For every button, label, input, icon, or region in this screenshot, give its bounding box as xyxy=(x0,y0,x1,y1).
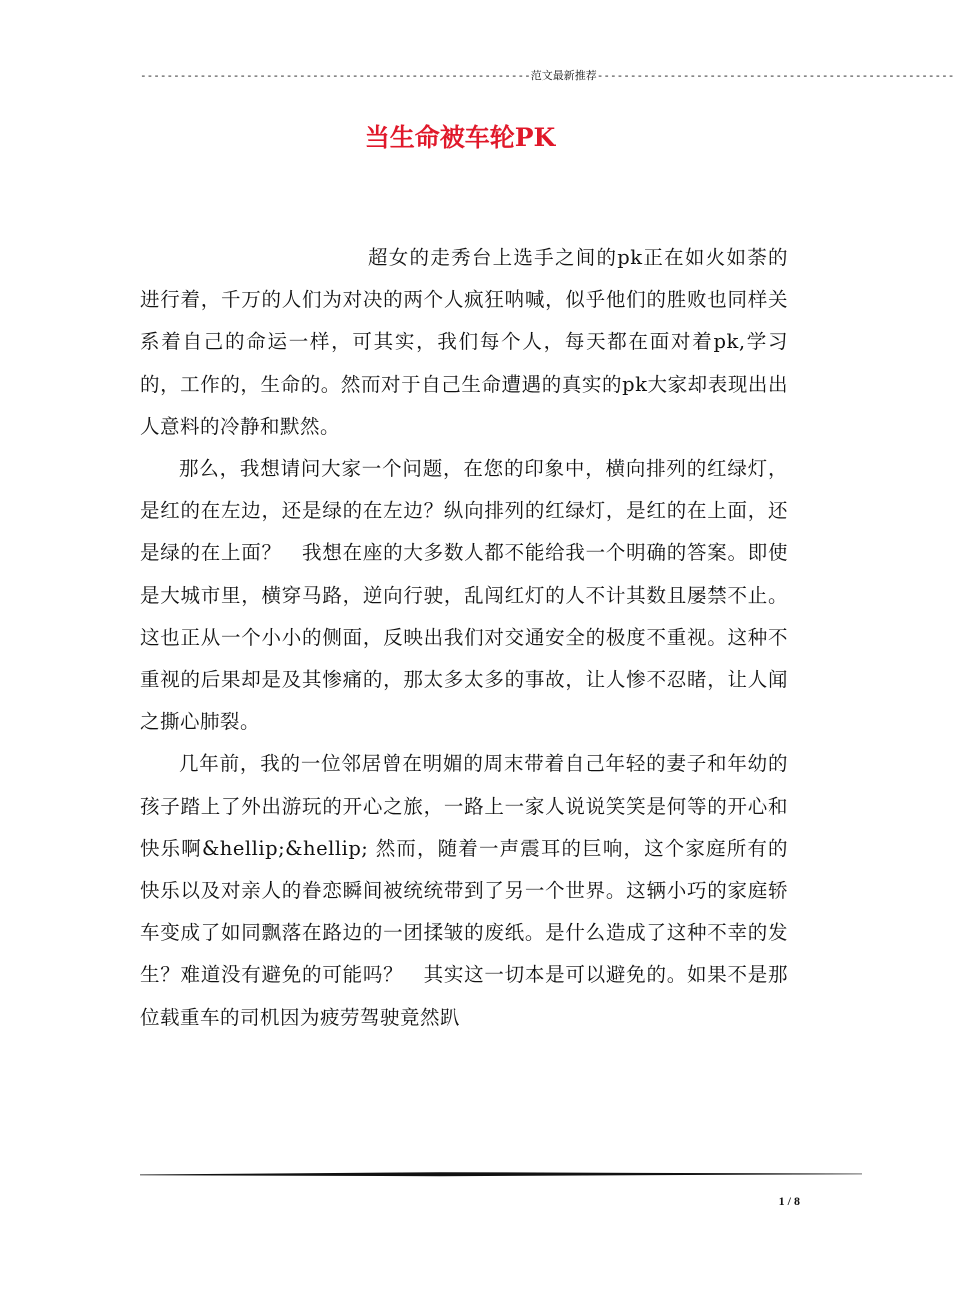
page-header: -----------------------------------------------------------范文最新推荐------------------------------------------------------ xyxy=(140,69,954,82)
document-body xyxy=(140,237,788,1039)
paragraph-2: 那么，我想请问大家一个问题，在您的印象中，横向排列的红绿灯，是红的在左边，还是绿的在左边？纵向排列的红绿灯，是红的在上面，还是绿的在上面？ 我想在座的大多数人都不能给我一个明确的答案。即使是大城市里，横穿马路，逆向行驶，乱闯红灯的人不计其数且屡禁不止。这也正从一个小小的侧面，反映出我们对交通安全的极度不重视。这种不重视的后果却是及其惨痛的，那太多太多的事故，让人惨不忍睹，让人闻之撕心肺裂。 xyxy=(140,457,788,734)
footer-divider xyxy=(140,1171,862,1177)
paragraph-1: 超女的走秀台上选手之间的pk正在如火如荼的进行着，千万的人们为对决的两个人疯狂呐喊，似乎他们的胜败也同样关系着自己的命运一样，可其实，我们每个人，每天都在面对着pk,学习的，工作的，生命的。然而对于自己生命遭遇的真实的pk大家却表现出出人意料的冷静和默然。 xyxy=(140,246,788,438)
page-number: 1 / 8 xyxy=(778,1194,800,1208)
paragraph-3: 几年前，我的一位邻居曾在明媚的周末带着自己年轻的妻子和年幼的孩子踏上了外出游玩的开心之旅，一路上一家人说说笑笑是何等的开心和快乐啊&hellip;&hellip; 然而，随着一声震耳的巨响，这个家庭所有的快乐以及对亲人的眷恋瞬间被统统带到了另一个世界。这辆小巧的家庭轿车变成了如同飘落在路边的一团揉皱的废纸。是什么造成了这种不幸的发生？难道没有避免的可能吗？ 其实这一切本是可以避免的。如果不是那位载重车的司机因为疲劳驾驶竟然趴 xyxy=(140,752,788,1029)
document-title: 当生命被车轮PK xyxy=(364,123,556,152)
